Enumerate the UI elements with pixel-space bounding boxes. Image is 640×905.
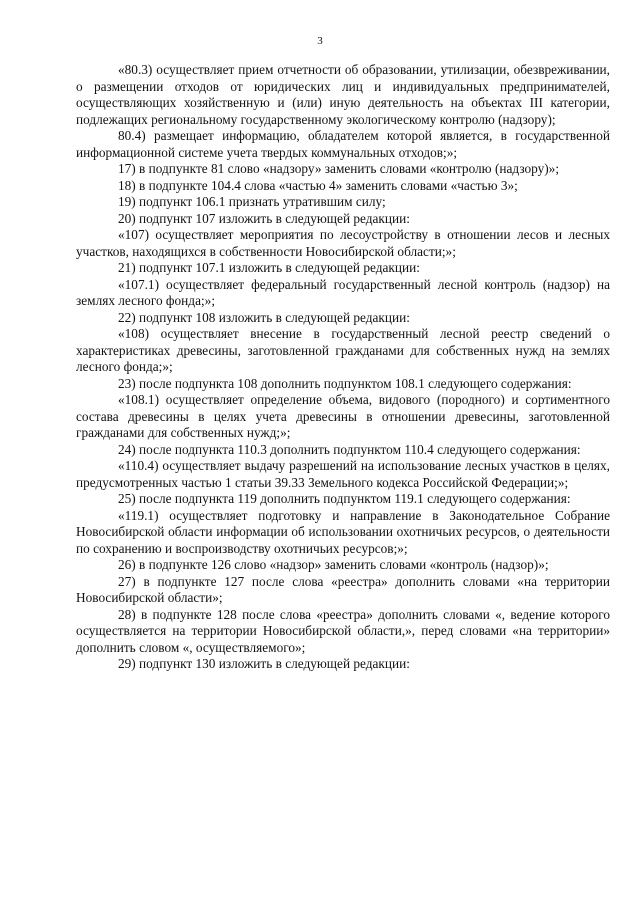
amendment-21: 21) подпункт 107.1 изложить в следующей редакции:: [118, 260, 420, 275]
paragraph-108-1: «108.1) осуществляет определение объема, видового (породного) и сортиментного состава древесины в целях учета древесины в отношении древесины, заготовленной гражданами для собственных нужд;»;: [76, 392, 610, 440]
page-number: 3: [317, 35, 323, 47]
paragraph-80-4: 80.4) размещает информацию, обладателем которой является, в государственной информационной системе учета твердых коммунальных отходов;»;: [76, 128, 610, 160]
amendment-26: 26) в подпункте 126 слово «надзор» заменить словами «контроль (надзор)»;: [118, 557, 549, 572]
paragraph-80-3: «80.3) осуществляет прием отчетности об образовании, утилизации, обезвреживании, о размещении отходов от юридических лиц и индивидуальных предпринимателей, осуществляющих хозяйственную и (или) иную деятельность на объектах III категории, подлежащих региональному государственному экологическому контролю (надзору);: [76, 62, 610, 127]
amendment-25: 25) после подпункта 119 дополнить подпунктом 119.1 следующего содержания:: [118, 491, 571, 506]
amendment-29: 29) подпункт 130 изложить в следующей редакции:: [118, 656, 410, 671]
paragraph-110-4: «110.4) осуществляет выдачу разрешений на использование лесных участков в целях, предусмотренных частью 1 статьи 39.33 Земельного кодекса Российской Федерации;»;: [76, 458, 610, 490]
amendment-17: 17) в подпункте 81 слово «надзору» заменить словами «контролю (надзору)»;: [118, 161, 560, 176]
amendment-22: 22) подпункт 108 изложить в следующей редакции:: [118, 309, 410, 325]
amendment-28: 28) в подпункте 128 после слова «реестра» дополнить словами «, ведение которого осуществляется на территории Новосибирской области,», перед словами «на территории» дополнить словом «, осуществляемого»;: [76, 606, 610, 655]
amendment-27: 27) в подпункте 127 после слова «реестра» дополнить словами «на территории Новосибирской области»;: [76, 573, 610, 605]
amendment-20: 20) подпункт 107 изложить в следующей редакции:: [118, 210, 410, 226]
paragraph-119-1: «119.1) осуществляет подготовку и направление в Законодательное Собрание Новосибирской области информации об использовании охотничьих ресурсов, о деятельности по сохранению и воспроизводству охотничьих ресурсов;»;: [76, 507, 610, 556]
paragraph-107-1: «107.1) осуществляет федеральный государственный лесной контроль (надзор) на землях лесного фонда;»;: [76, 276, 610, 308]
paragraph-107: «107) осуществляет мероприятия по лесоустройству в отношении лесов и лесных участков, находящихся в собственности Новосибирской области;»;: [76, 227, 610, 259]
amendment-24: 24) после подпункта 110.3 дополнить подпунктом 110.4 следующего содержания:: [118, 441, 581, 457]
amendment-18: 18) в подпункте 104.4 слова «частью 4» заменить словами «частью 3»;: [118, 177, 518, 193]
amendment-19: 19) подпункт 106.1 признать утратившим силу;: [118, 194, 386, 209]
amendment-23: 23) после подпункта 108 дополнить подпунктом 108.1 следующего содержания:: [118, 375, 572, 391]
paragraph-108: «108) осуществляет внесение в государственный лесной реестр сведений о характеристиках древесины, заготовленной гражданами для собственных нужд на землях лесного фонда;»;: [76, 326, 610, 374]
document-body: [76, 62, 610, 673]
